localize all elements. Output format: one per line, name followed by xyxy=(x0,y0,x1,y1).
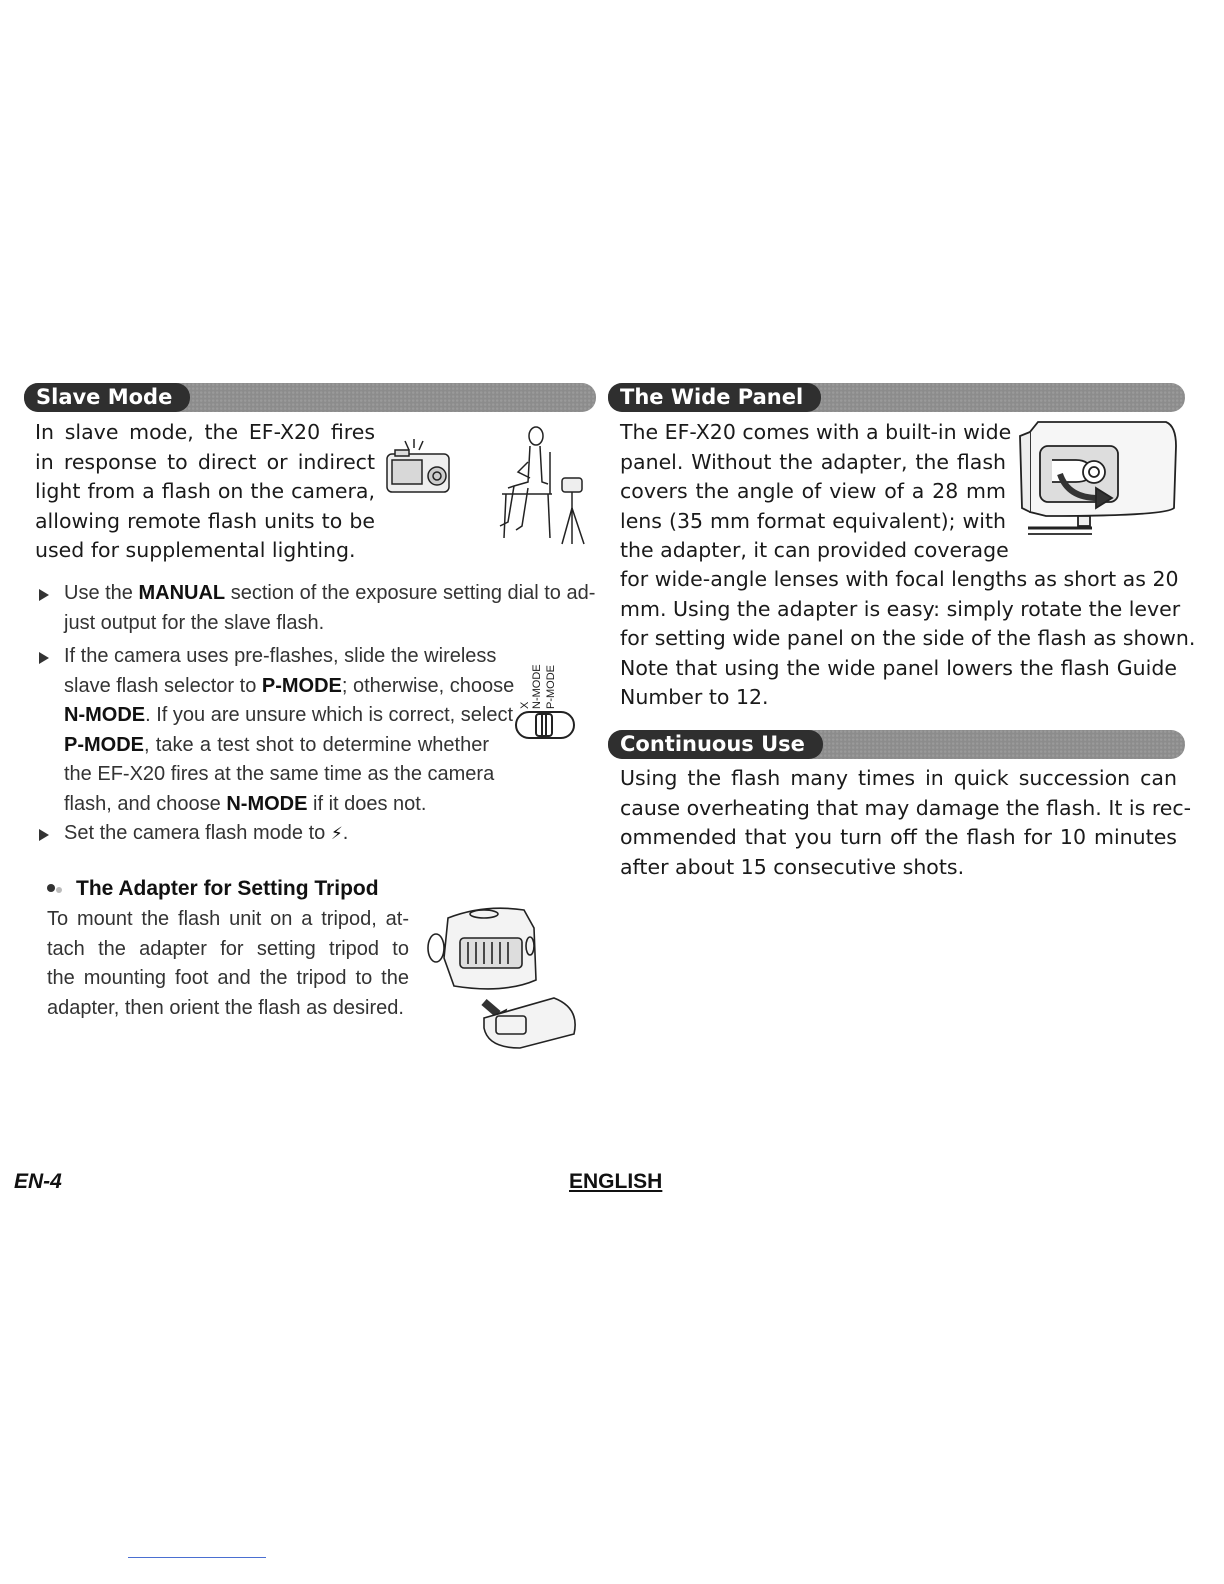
wide-panel-text-narrow: The EF-X20 comes with a built-in wide panel. Without the adapter, the flash covers the angle of view of a 28 mm lens (35 mm format equivalent); with the adapter, it can provided coverage xyxy=(620,420,1012,562)
page-number: EN-4 xyxy=(14,1170,62,1193)
slave-mode-intro xyxy=(35,418,375,566)
continuous-use-heading: Continuous Use xyxy=(608,730,823,759)
adapter-text: To mount the flash unit on a tripod, at- tach the adapter for setting tripod to the mounting foot and the tripod to the adapter, then orient the flash as desired. xyxy=(47,908,409,1019)
continuous-use-heading-bar xyxy=(608,730,1185,759)
wide-panel-lever-illustration xyxy=(1016,416,1180,540)
bullet-pre-flash: If the camera uses pre-flashes, slide the wireless slave flash selector to P-MODE; otherwise, choose N-MODE. If you are unsure which is correct, select P-MODE, take a test shot to determine whether the EF-X20 fires at the same time as the camera flash, and choose N-MODE if it does not. xyxy=(64,645,515,815)
note-dot-icon xyxy=(46,882,68,896)
bullet-manual-output: Use the MANUAL section of the exposure setting dial to ad- just output for the slave flash. xyxy=(64,582,596,634)
bullet-arrow-icon xyxy=(37,651,51,665)
selector-label-x: X xyxy=(519,701,531,709)
wide-panel-heading: The Wide Panel xyxy=(608,383,821,412)
intro-line: in response to direct or indirect xyxy=(35,449,375,474)
intro-line: allowing remote flash units to be xyxy=(35,508,375,533)
bullet-flash-mode: Set the camera flash mode to ⚡. xyxy=(64,822,349,844)
manual-keyword: MANUAL xyxy=(138,582,226,604)
scan-rule xyxy=(128,1557,266,1558)
selector-label-p-mode: P-MODE xyxy=(545,665,557,709)
intro-line: In slave mode, the EF-X20 fires xyxy=(35,420,375,444)
slave-mode-heading: Slave Mode xyxy=(24,383,190,412)
slave-mode-heading-bar xyxy=(24,383,596,412)
wide-panel-heading-bar xyxy=(608,383,1185,412)
wide-panel-text-full: for wide-angle lenses with focal lengths as short as 20 mm. Using the adapter is easy: simply rotate the lever for setting wide panel on the side of the flash as shown. Note that using the wide panel lowers the flash Guide Number to 12. xyxy=(620,567,1196,709)
adapter-heading: The Adapter for Setting Tripod xyxy=(76,877,379,900)
mode-selector-labels xyxy=(519,648,573,708)
intro-line: used for supplemental lighting. xyxy=(35,538,356,562)
intro-line: light from a flash on the camera, xyxy=(35,479,375,503)
flash-adapter-illustration xyxy=(424,898,596,1054)
selector-label-n-mode: N-MODE xyxy=(531,664,543,709)
selector-switch-icon xyxy=(514,708,578,742)
bullet-arrow-icon xyxy=(37,828,51,842)
camera-illustration xyxy=(383,438,455,498)
language-label: ENGLISH xyxy=(569,1170,663,1193)
continuous-use-text: Using the flash many times in quick succession can cause overheating that may damage the flash. It is rec- ommended that you turn off the flash for 10 minutes after about 15 consecutive shots. xyxy=(620,766,1192,879)
flash-bolt-icon: ⚡ xyxy=(330,824,343,844)
person-with-tripod-illustration xyxy=(478,422,596,546)
bullet-arrow-icon xyxy=(37,588,51,602)
